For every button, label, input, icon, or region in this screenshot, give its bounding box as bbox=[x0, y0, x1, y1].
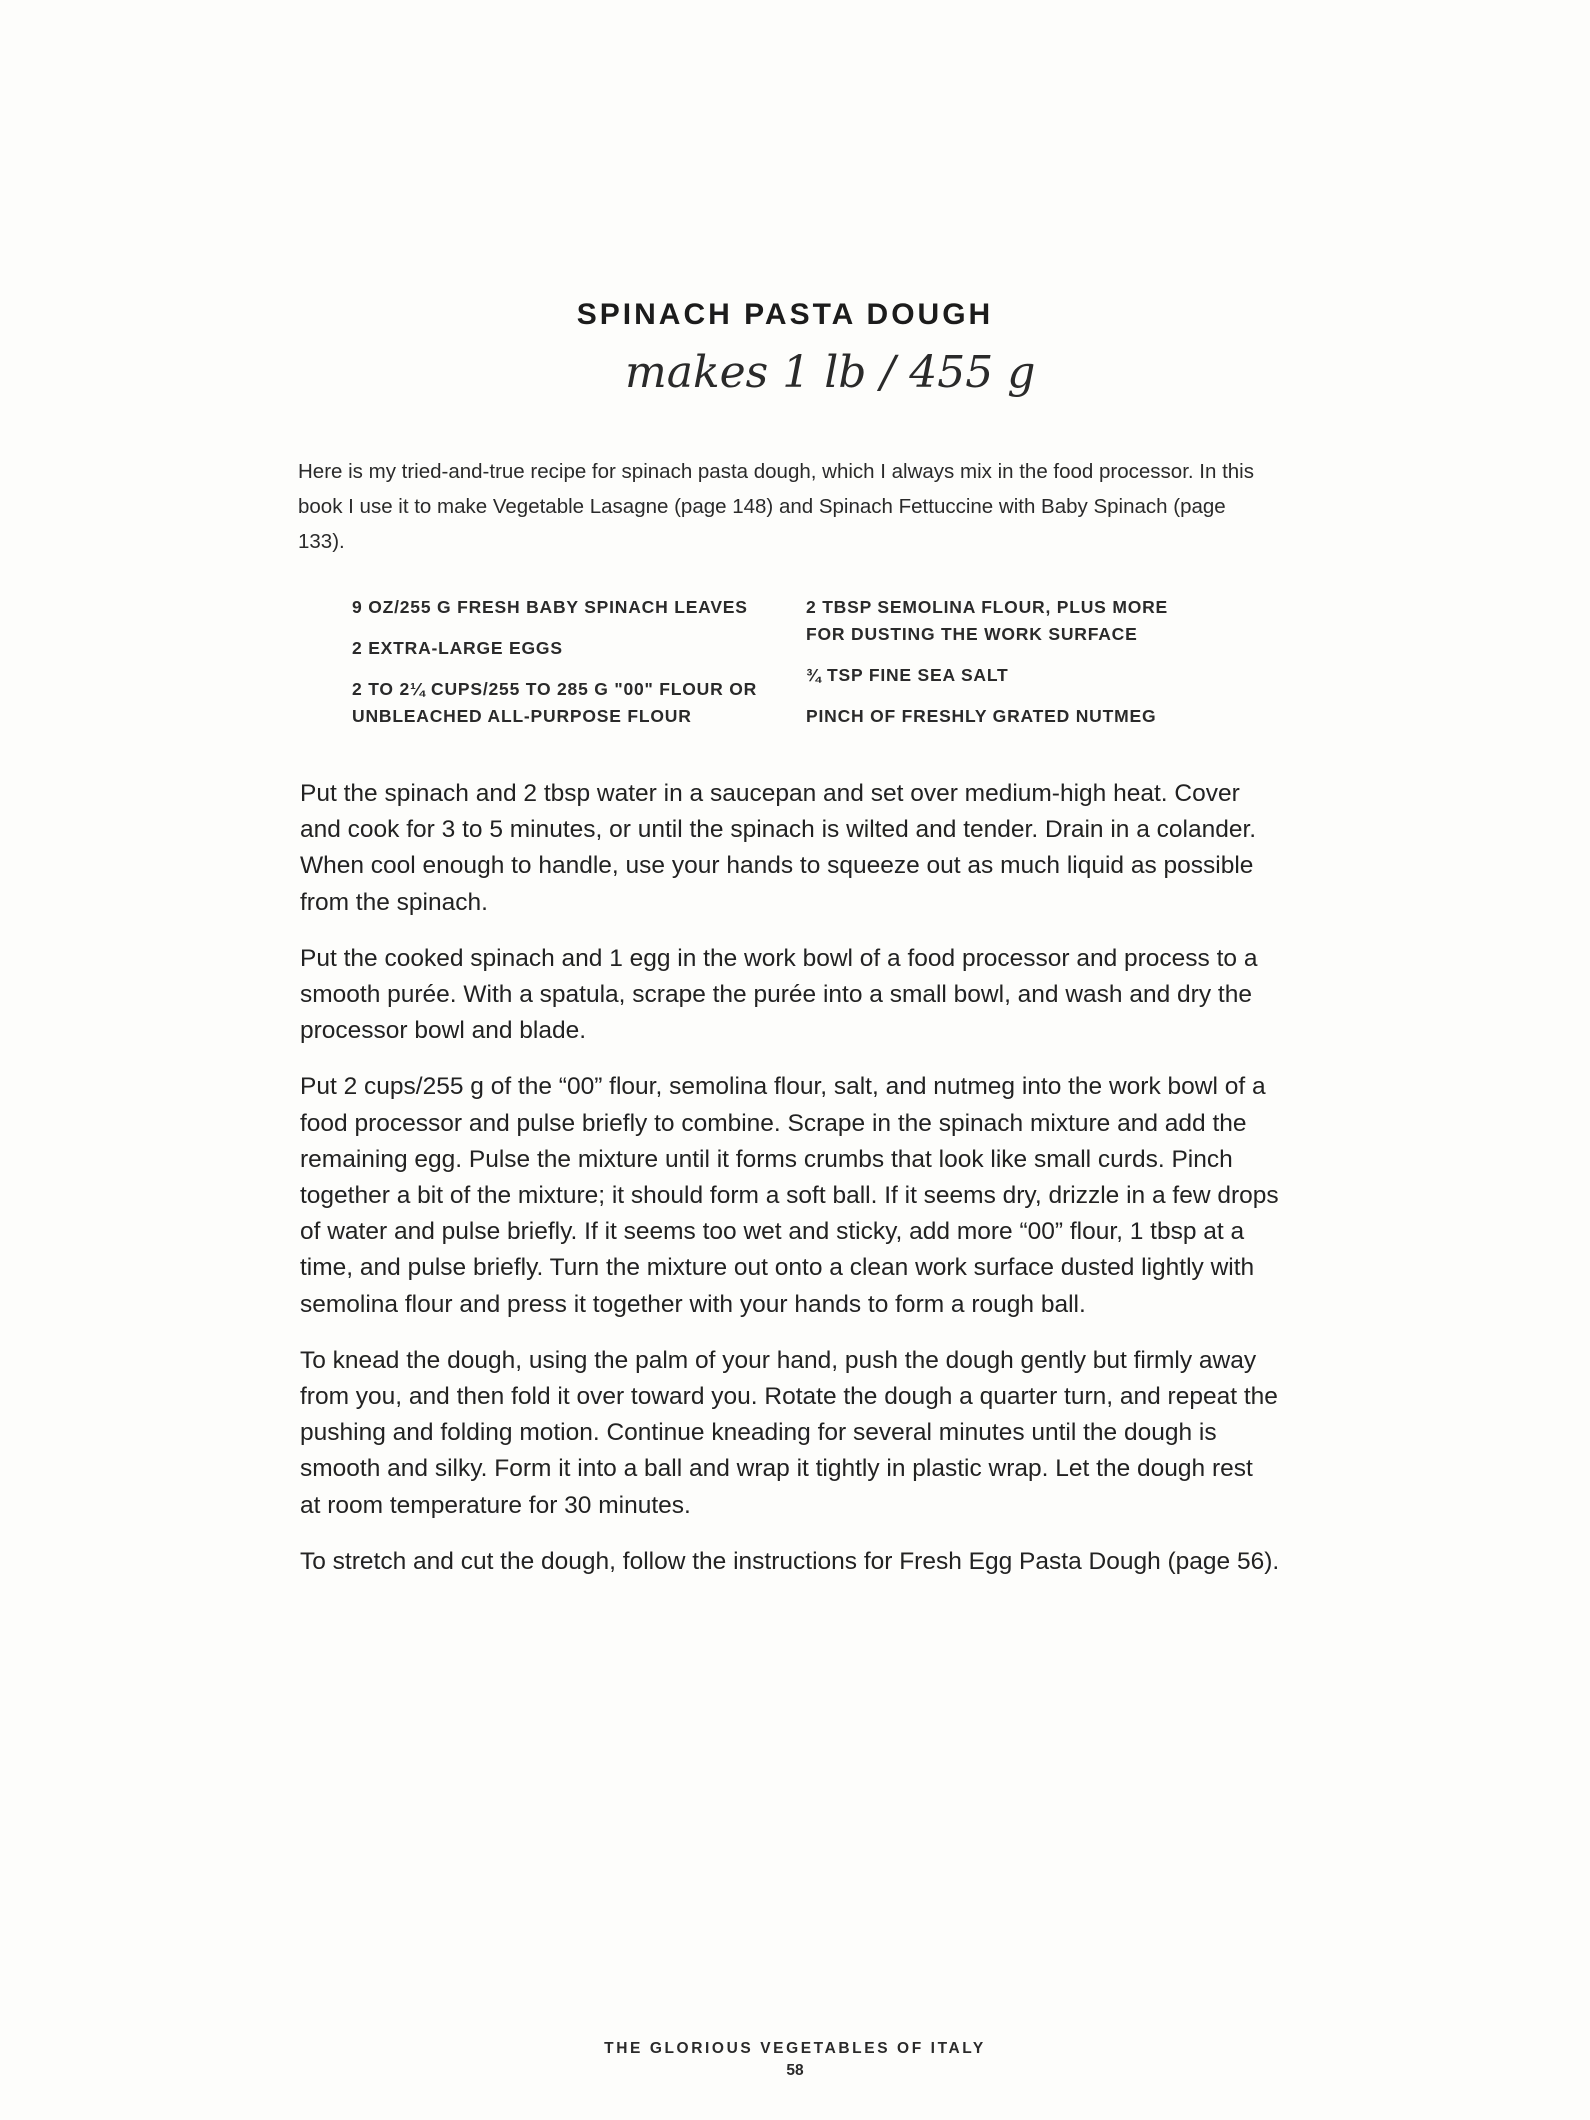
method-paragraph: To stretch and cut the dough, follow the instructions for Fresh Egg Pasta Dough (page 56). bbox=[300, 1547, 1280, 1575]
ingredient-item: 2 TBSP SEMOLINA FLOUR, PLUS MORE FOR DUSTING THE WORK SURFACE bbox=[806, 597, 1169, 644]
ingredient-item: 9 OZ/255 G FRESH BABY SPINACH LEAVES bbox=[352, 597, 748, 617]
method-steps bbox=[300, 776, 1280, 1600]
ingredient-item: ¾ TSP FINE SEA SALT bbox=[806, 665, 1009, 685]
ingredient-item: 2 EXTRA-LARGE EGGS bbox=[352, 638, 563, 658]
ingredient-list bbox=[352, 594, 1232, 730]
method-paragraph: Put the spinach and 2 tbsp water in a saucepan and set over medium-high heat. Cover and cook for 3 to 5 minutes, or until the spinach is wilted and tender. Drain in a colander. When cool enough to handle, use your hands to squeeze out as much liquid as possible from the spinach. bbox=[300, 780, 1257, 916]
method-paragraph: Put 2 cups/255 g of the “00” flour, semolina flour, salt, and nutmeg into the work bowl of a food processor and pulse briefly to combine. Scrape in the spinach mixture and add the remaining egg. Pulse the mixture until it forms crumbs that look like small curds. Pinch together a bit of the mixture; it should form a soft ball. If it seems dry, drizzle in a few drops of water and pulse briefly. If it seems too wet and sticky, add more “00” flour, 1 tbsp at a time, and pulse briefly. Turn the mixture out onto a clean work surface dusted lightly with semolina flour and press it together with your hands to form a rough ball. bbox=[300, 1073, 1279, 1318]
handwritten-yield bbox=[615, 335, 1036, 415]
recipe-intro: Here is my tried-and-true recipe for spinach pasta dough, which I always mix in the food processor. In this book I use it to make Vegetable Lasagne (page 148) and Spinach Fettuccine with Baby Spinach (page 133). bbox=[298, 460, 1254, 553]
recipe-title: SPINACH PASTA DOUGH bbox=[576, 298, 994, 331]
running-footer-title: THE GLORIOUS VEGETABLES OF ITALY bbox=[604, 2040, 986, 2057]
ingredient-item: PINCH OF FRESHLY GRATED NUTMEG bbox=[806, 706, 1157, 726]
method-paragraph: To knead the dough, using the palm of your hand, push the dough gently but firmly away from you, and then fold it over toward you. Rotate the dough a quarter turn, and repeat the pushing and folding motion. Continue kneading for several minutes until the dough is smooth and silky. Form it into a ball and wrap it tightly in plastic wrap. Let the dough rest at room temperature for 30 minutes. bbox=[300, 1346, 1278, 1519]
page-footer bbox=[0, 2040, 1590, 2080]
ingredient-column-left bbox=[352, 594, 782, 730]
ingredient-column-right bbox=[806, 594, 1206, 730]
page-number: 58 bbox=[786, 2062, 804, 2079]
yield-text: makes 1 lb / 455 g bbox=[625, 347, 1036, 398]
ingredient-item: 2 TO 2¼ CUPS/255 TO 285 G "00" FLOUR OR UNBLEACHED ALL-PURPOSE FLOUR bbox=[352, 679, 758, 726]
method-paragraph: Put the cooked spinach and 1 egg in the work bowl of a food processor and process to a smooth purée. With a spatula, scrape the purée into a small bowl, and wash and dry the processor bowl and blade. bbox=[300, 944, 1258, 1045]
